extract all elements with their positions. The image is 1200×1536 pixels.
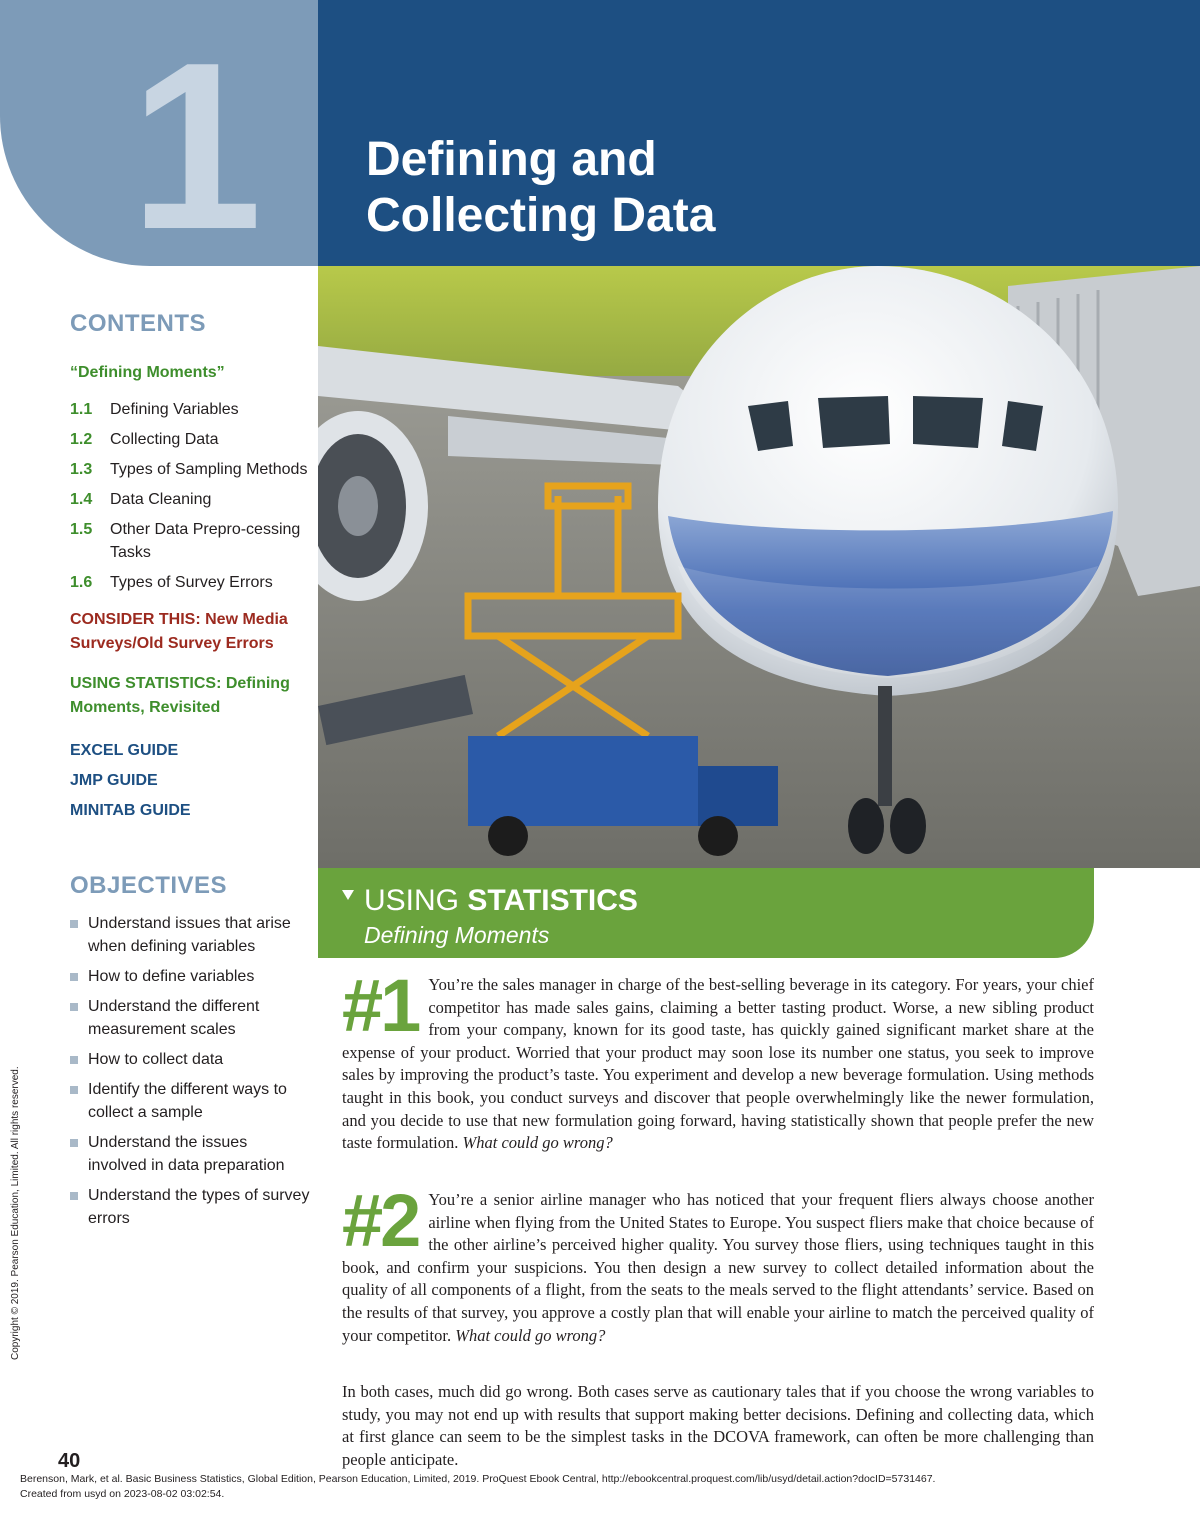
contents-heading: CONTENTS bbox=[70, 310, 206, 337]
minitab-guide-link[interactable]: MINITAB GUIDE bbox=[70, 802, 191, 819]
contents-item-number: 1.6 bbox=[70, 574, 93, 591]
objective-item: Understand the types of survey errors bbox=[70, 1184, 310, 1230]
objective-item: Understand the different measurement scales bbox=[70, 995, 310, 1041]
objective-item: Identify the different ways to collect a sample bbox=[70, 1078, 310, 1124]
page-number: 40 bbox=[58, 1450, 81, 1472]
square-bullet-icon bbox=[70, 1056, 78, 1064]
chapter-tab bbox=[0, 0, 318, 266]
contents-item-number: 1.3 bbox=[70, 461, 93, 478]
objective-item: How to collect data bbox=[70, 1048, 310, 1071]
contents-item-number: 1.5 bbox=[70, 521, 93, 538]
copyright-notice: Copyright © 2019. Pearson Education, Limited. All rights reserved. bbox=[10, 1066, 21, 1360]
contents-item[interactable] bbox=[70, 428, 310, 451]
contents-item-label: Data Cleaning bbox=[110, 491, 212, 508]
airplane-photo bbox=[318, 266, 1200, 868]
chapter-title bbox=[366, 132, 966, 244]
contents-item[interactable] bbox=[70, 518, 310, 564]
contents-item-label: Other Data Prepro-cessing Tasks bbox=[110, 521, 301, 561]
citation-footer bbox=[20, 1472, 1180, 1502]
contents-item[interactable] bbox=[70, 398, 310, 421]
contents-list bbox=[70, 398, 310, 594]
contents-item[interactable] bbox=[70, 571, 310, 594]
sidebar bbox=[70, 310, 310, 1237]
square-bullet-icon bbox=[70, 1086, 78, 1094]
objective-item: Understand the issues involved in data preparation bbox=[70, 1131, 310, 1177]
square-bullet-icon bbox=[70, 1139, 78, 1147]
created-line: Created from usyd on 2023-08-02 03:02:54. bbox=[20, 1488, 225, 1500]
contents-item[interactable] bbox=[70, 488, 310, 511]
contents-item-label: Collecting Data bbox=[110, 431, 219, 448]
contents-item-number: 1.2 bbox=[70, 431, 93, 448]
consider-this-link[interactable]: CONSIDER THIS: New Media Surveys/Old Survey Errors bbox=[70, 611, 288, 652]
case-1-number: #1 bbox=[342, 964, 419, 1047]
objectives-heading: OBJECTIVES bbox=[70, 872, 228, 899]
square-bullet-icon bbox=[70, 920, 78, 928]
triangle-down-icon bbox=[342, 890, 354, 900]
chapter-number: 1 bbox=[130, 14, 259, 266]
case-2-paragraph: #2 You’re a senior airline manager who has noticed that your frequent fliers always choose another airline when flying from the United States to Europe. You suspect fliers make that choice because of the other airline’s perceived higher quality. You survey those fliers, using techniques taught in this book, and confirm your suspicions. You then design a new survey to collect detailed information about the quality of all components of a flight, from the seats to the meals served to the flight attendants’ service. Based on the results of that survey, you approve a costly plan that will enable your airline to match the perceived quality of your competitor. What could go wrong? bbox=[342, 1179, 1094, 1345]
chapter-title-line1: Defining and bbox=[366, 133, 657, 186]
banner-subtitle: Defining Moments bbox=[364, 922, 550, 948]
case-1-paragraph: #1 You’re the sales manager in charge of the best-selling beverage in its category. For years, your chief competitor has made sales gains, claiming a better tasting product. Worse, a new sibling product from your company, known for its good taste, has quickly gained significant market share at the expense of your product. Worried that your product may soon lose its number one status, you seek to improve sales by improving the product’s taste. You experiment and develop a new beverage formulation. Using methods taught in this book, you conduct surveys and discover that people overwhelmingly like the newer formulation, and you decide to use that new formulation going forward, having statistically shown that people prefer the new taste formulation. What could go wrong? bbox=[342, 964, 1094, 1153]
using-statistics-banner bbox=[318, 868, 1094, 958]
contents-item-number: 1.4 bbox=[70, 491, 93, 508]
contents-item[interactable] bbox=[70, 458, 310, 481]
jmp-guide-link[interactable]: JMP GUIDE bbox=[70, 772, 158, 789]
conclusion-paragraph: In both cases, much did go wrong. Both cases serve as cautionary tales that if you choose the wrong variables to study, you may not end up with results that support making better decisions. Defining and collecting data, which at first glance can seem to be the simplest tasks in the DCOVA framework, can often be more challenging than people anticipate. bbox=[342, 1382, 1094, 1469]
contents-item-label: Types of Sampling Methods bbox=[110, 461, 308, 478]
chapter-title-line2: Collecting Data bbox=[366, 189, 716, 242]
excel-guide-link[interactable]: EXCEL GUIDE bbox=[70, 742, 179, 759]
objective-item: How to define variables bbox=[70, 965, 310, 988]
contents-intro: “Defining Moments” bbox=[70, 364, 225, 381]
square-bullet-icon bbox=[70, 1192, 78, 1200]
citation-line[interactable]: Berenson, Mark, et al. Basic Business Statistics, Global Edition, Pearson Education, Limited, 2019. ProQuest Ebook Central, http://ebookcentral.proquest.com/lib/usyd/detail.action?docID=5731467. bbox=[20, 1473, 936, 1485]
contents-item-label: Defining Variables bbox=[110, 401, 239, 418]
objective-item: Understand issues that arise when defining variables bbox=[70, 912, 310, 958]
banner-title: USING STATISTICS bbox=[364, 884, 638, 917]
airplane-illustration bbox=[318, 266, 1200, 868]
contents-item-number: 1.1 bbox=[70, 401, 93, 418]
square-bullet-icon bbox=[70, 973, 78, 981]
using-statistics-revisited-link[interactable]: USING STATISTICS: Defining Moments, Revisited bbox=[70, 675, 290, 716]
objectives-list bbox=[70, 912, 310, 1230]
contents-item-label: Types of Survey Errors bbox=[110, 574, 273, 591]
square-bullet-icon bbox=[70, 1003, 78, 1011]
guides-list bbox=[70, 736, 310, 826]
case-2-number: #2 bbox=[342, 1179, 419, 1262]
chapter-title-band bbox=[318, 0, 1200, 266]
